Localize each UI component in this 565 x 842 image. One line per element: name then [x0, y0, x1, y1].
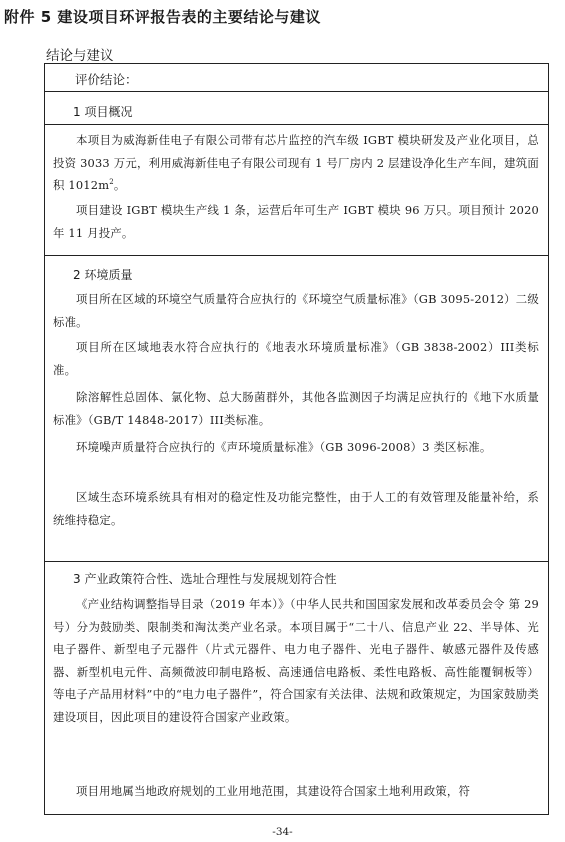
paragraph: 环境噪声质量符合应执行的《声环境质量标准》（GB 3096-2008）3 类区标准。 [76, 440, 492, 454]
paragraph: 项目所在区域地表水符合应执行的《地表水环境质量标准》（GB 3838-2002）III类标准。 [53, 340, 539, 377]
paragraph: 项目所在区域的环境空气质量符合应执行的《环境空气质量标准》（GB 3095-2012）二级标准。 [53, 292, 539, 329]
paragraph: 《产业结构调整指导目录（2019 年本）》（中华人民共和国国家发展和改革委员会令 第 29 号）分为鼓励类、限制类和淘汰类产业名录。本项目属于“二十八、信息产业 22、半导体、光电子器件、新型电子元器件（片式元器件、电力电子器件、光电子器件、敏感元器件及传感器、新型机电元件、高频微波印制电路板、高速通信电路板、柔性电路板、高性能覆铜板等）等电子产品用材料”中的“电力电子器件”，符合国家有关法律、法规和政策规定，为国家鼓励类建设项目，因此项目的建设符合国家产业政策。 [53, 597, 539, 724]
row-divider [45, 255, 548, 256]
section-heading-overview: 1 项目概况 [73, 105, 133, 119]
section-heading-environment: 2 环境质量 [73, 268, 133, 282]
paragraph: 区域生态环境系统具有相对的稳定性及功能完整性，由于人工的有效管理及能量补给，系统维持稳定。 [53, 490, 539, 527]
row-divider [45, 124, 548, 125]
page-number: -34- [272, 826, 293, 838]
row-divider [45, 91, 548, 92]
row-divider [45, 561, 548, 562]
paragraph: 除溶解性总固体、氯化物、总大肠菌群外，其他各监测因子均满足应执行的《地下水质量标准》（GB/T 14848-2017）III类标准。 [53, 390, 539, 427]
section-heading-policy: 3 产业政策符合性、选址合理性与发展规划符合性 [73, 572, 337, 586]
paragraph: 项目用地属当地政府规划的工业用地范围，其建设符合国家土地利用政策，符 [76, 784, 471, 798]
conclusion-table [44, 63, 549, 815]
section-title: 结论与建议 [46, 48, 114, 64]
evaluation-label: 评价结论： [75, 72, 138, 87]
paragraph: 项目建设 IGBT 模块生产线 1 条，运营后年可生产 IGBT 模块 96 万只。项目预计 2020 年 11 月投产。 [53, 203, 539, 240]
paragraph: 本项目为威海新佳电子有限公司带有芯片监控的汽车级 IGBT 模块研发及产业化项目，总投资 3033 万元，利用威海新佳电子有限公司现有 1 号厂房内 2 层建设净化生产车间，建筑面积 $1012m^2$。 [53, 133, 539, 192]
appendix-title: 附件 5 建设项目环评报告表的主要结论与建议 [4, 8, 321, 26]
